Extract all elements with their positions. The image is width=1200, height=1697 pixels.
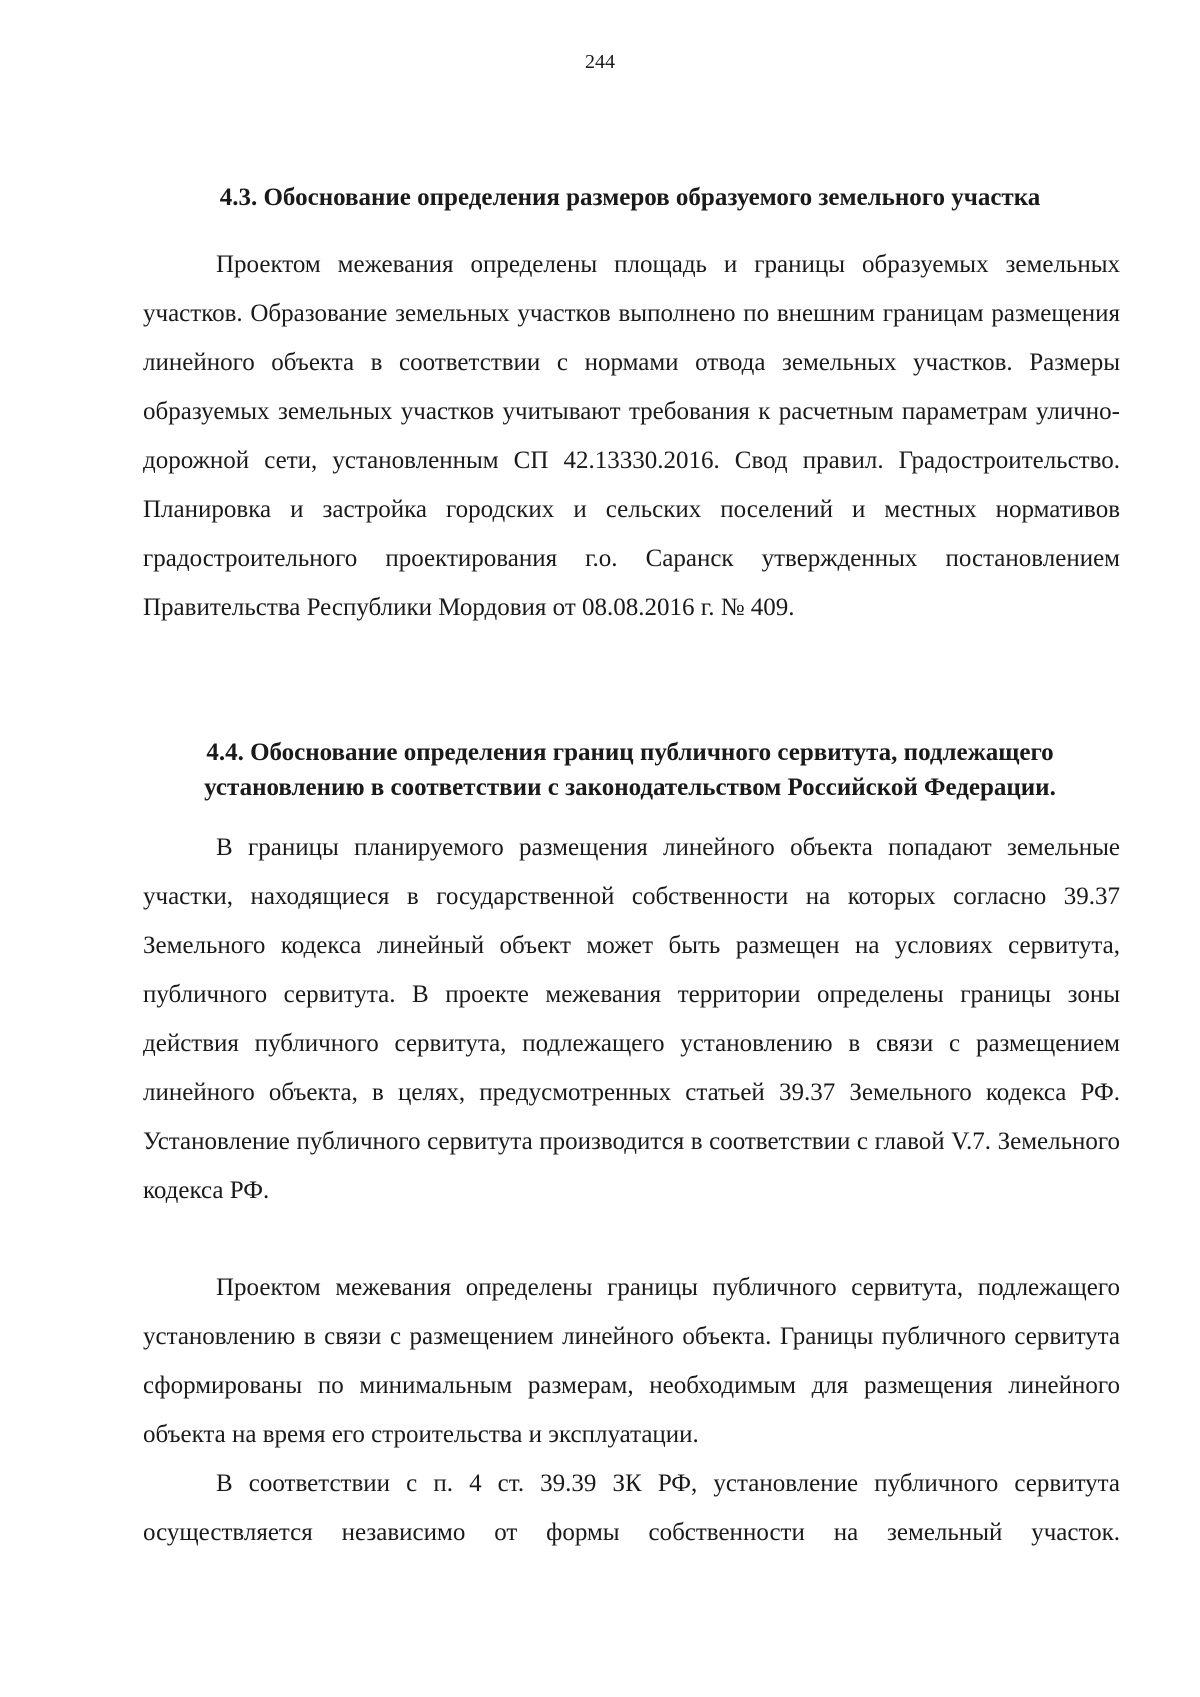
paragraph-servitude-land: В границы планируемого размещения линейного объекта попадают земельные участки, находящиеся в государственной собственности на которых согласно 39.37 Земельного кодекса линейный объект может быть размещен на условиях сервитута, публичного сервитута. В проекте межевания территории определены границы зоны действия публичного сервитута, подлежащего установлению в связи с размещением линейного объекта, в целях, предусмотренных статьей 39.37 Земельного кодекса РФ. Установление публичного сервитута производится в соответствии с главой V.7. Земельного кодекса РФ. — [143, 834, 1120, 1204]
paragraph-land-plot-sizes: Проектом межевания определены площадь и границы образуемых земельных участков. Образование земельных участков выполнено по внешним границам размещения линейного объекта в соответствии с нормами отвода земельных участков. Размеры образуемых земельных участков учитывают требования к расчетным параметрам улично-дорожной сети, установленным СП 42.13330.2016. Свод правил. Градостроительство. Планировка и застройка городских и сельских поселений и местных нормативов градостроительного проектирования г.о. Саранск утвержденных постановлением Правительства Республики Мордовия от 08.08.2016 г. № 409. — [143, 251, 1120, 621]
paragraph-servitude-boundaries: Проектом межевания определены границы публичного сервитута, подлежащего установлению в связи с размещением линейного объекта. Границы публичного сервитута сформированы по минимальным размерам, необходимым для размещения линейного объекта на время его строительства и эксплуатации. — [143, 1274, 1120, 1448]
paragraph-servitude-law: В соответствии с п. 4 ст. 39.39 ЗК РФ, установление публичного сервитута осуществляется независимо от формы собственности на земельный участок. — [143, 1470, 1120, 1546]
page-number: 244 — [585, 51, 615, 73]
section-heading-4-3: 4.3. Обоснование определения размеров образуемого земельного участка — [219, 184, 1041, 211]
section-heading-4-4 — [140, 735, 1120, 805]
section-heading-4-4-line2: установлению в соответствии с законодательством Российской Федерации. — [204, 774, 1056, 801]
section-heading-4-4-line1: 4.4. Обоснование определения границ публичного сервитута, подлежащего — [206, 739, 1054, 766]
